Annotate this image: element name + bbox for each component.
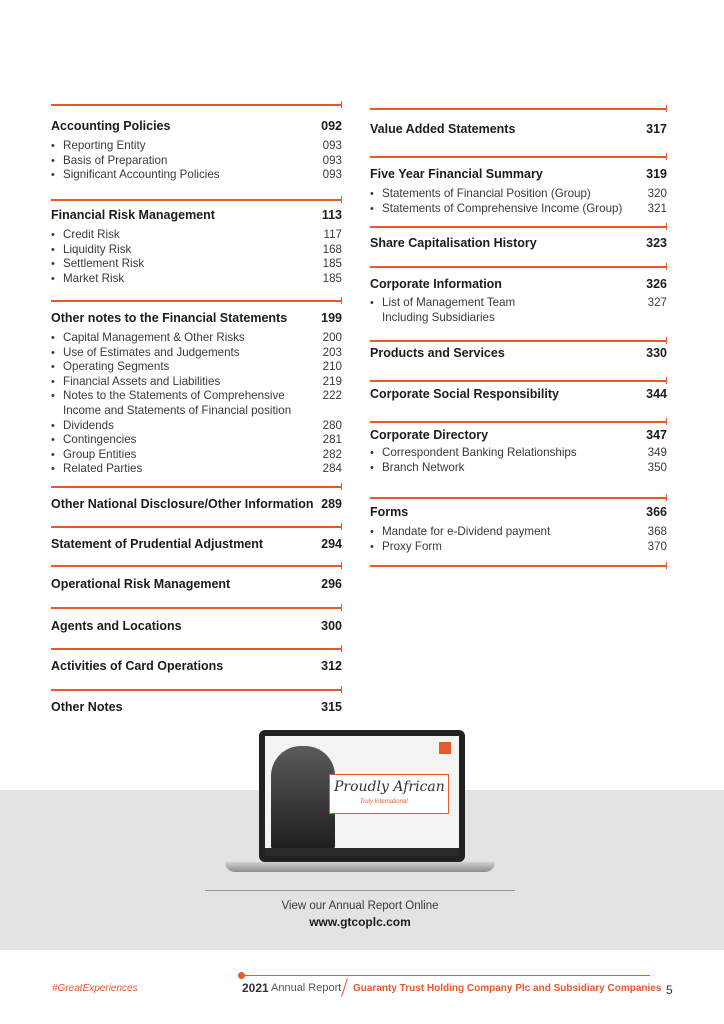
toc-section[interactable] [51, 526, 342, 566]
section-title: Statement of Prudential Adjustment [51, 537, 264, 551]
hashtag: #GreatExperiences [52, 983, 138, 994]
toc-section[interactable] [51, 104, 342, 199]
list-item[interactable]: • Use of Estimates and Judgements 203 [51, 346, 342, 361]
section-title: Forms [370, 505, 409, 519]
toc-section[interactable] [370, 156, 667, 226]
section-heading [370, 387, 667, 401]
website-link[interactable]: www.gtcoplc.com [309, 915, 411, 929]
section-rule [51, 607, 342, 609]
toc-section[interactable] [51, 300, 342, 485]
section-heading [370, 122, 667, 136]
list-item[interactable]: • Settlement Risk 185 [51, 257, 342, 272]
section-rule [370, 108, 667, 110]
gtco-logo [439, 742, 451, 754]
laptop-base [225, 862, 495, 872]
list-item[interactable]: • Branch Network 350 [370, 461, 667, 476]
toc-section[interactable] [370, 421, 667, 496]
section-rule [370, 380, 667, 382]
section-page: 289 [321, 497, 342, 511]
section-page: 092 [321, 119, 342, 133]
list-item[interactable]: • Contingencies 281 [51, 433, 342, 448]
section-items [51, 139, 342, 183]
toc-right-column [370, 0, 667, 580]
section-items [370, 187, 667, 216]
toc-section[interactable] [370, 380, 667, 420]
section-page: 296 [321, 577, 342, 591]
toc-section[interactable] [51, 486, 342, 526]
section-title: Corporate Social Responsibility [370, 387, 559, 401]
section-heading [51, 700, 342, 714]
section-rule [51, 565, 342, 567]
section-page: 330 [646, 346, 667, 360]
list-item[interactable]: • Dividends 280 [51, 419, 342, 434]
list-item[interactable]: • Group Entities 282 [51, 448, 342, 463]
section-heading [51, 537, 342, 551]
section-items [370, 296, 667, 325]
section-title: Other National Disclosure/Other Information [51, 497, 314, 511]
toc-section[interactable] [370, 266, 667, 340]
section-rule [51, 689, 342, 691]
toc-end-rule [370, 565, 667, 567]
toc-section[interactable] [370, 226, 667, 266]
section-rule [51, 486, 342, 488]
screen-title: Proudly African [334, 779, 445, 795]
section-title: Accounting Policies [51, 119, 171, 133]
section-title: Other Notes [51, 700, 123, 714]
section-page: 315 [321, 700, 342, 714]
section-title: Corporate Directory [370, 428, 489, 442]
section-heading [370, 346, 667, 360]
toc-section[interactable] [51, 607, 342, 647]
divider [205, 890, 515, 891]
section-page: 317 [646, 122, 667, 136]
section-page: 347 [646, 428, 667, 442]
section-title: Activities of Card Operations [51, 659, 224, 673]
section-rule [51, 648, 342, 650]
screen-banner [329, 774, 449, 814]
toc-left-column [51, 0, 342, 720]
list-item[interactable]: • Notes to the Statements of Comprehensive Income and Statements of Financial position 222 [51, 389, 342, 418]
section-page: 319 [646, 167, 667, 181]
section-page: 323 [646, 236, 667, 250]
section-rule [370, 226, 667, 228]
section-heading [370, 167, 667, 181]
screen-subtitle: Truly International [360, 799, 408, 805]
list-item[interactable]: • Statements of Financial Position (Group) 320 [370, 187, 667, 202]
list-item[interactable]: • Reporting Entity 093 [51, 139, 342, 154]
section-page: 344 [646, 387, 667, 401]
section-heading [51, 659, 342, 673]
list-item[interactable]: • Mandate for e-Dividend payment 368 [370, 525, 667, 540]
toc-section[interactable] [370, 340, 667, 380]
section-rule [51, 199, 342, 201]
section-heading [51, 311, 342, 325]
toc-section[interactable] [370, 108, 667, 155]
report-year: 2021 [242, 981, 269, 995]
section-items [51, 331, 342, 477]
footer-rule [242, 975, 650, 976]
list-item[interactable]: • Related Parties 284 [51, 462, 342, 477]
list-item[interactable]: • Financial Assets and Liabilities 219 [51, 375, 342, 390]
list-item[interactable]: • List of Management Team Including Subsidiaries 327 [370, 296, 667, 325]
section-heading [51, 497, 342, 511]
section-rule [370, 497, 667, 499]
list-item[interactable]: • Correspondent Banking Relationships 349 [370, 446, 667, 461]
toc-section[interactable] [51, 648, 342, 688]
list-item[interactable]: • Capital Management & Other Risks 200 [51, 331, 342, 346]
laptop-illustration[interactable] [225, 730, 495, 880]
section-heading [370, 277, 667, 291]
section-page: 199 [321, 311, 342, 325]
section-items [51, 228, 342, 286]
section-title: Products and Services [370, 346, 505, 360]
section-heading [51, 619, 342, 633]
section-rule [51, 104, 342, 106]
section-items [370, 446, 667, 475]
section-page: 326 [646, 277, 667, 291]
list-item[interactable]: • Proxy Form 370 [370, 540, 667, 555]
section-title: Operational Risk Management [51, 577, 231, 591]
toc-section[interactable] [51, 199, 342, 299]
report-label: Annual Report [271, 982, 342, 994]
list-item[interactable]: • Credit Risk 117 [51, 228, 342, 243]
section-page: 312 [321, 659, 342, 673]
list-item[interactable]: • Basis of Preparation 093 [51, 154, 342, 169]
section-rule [51, 526, 342, 528]
portrait-image [271, 746, 335, 850]
section-heading [370, 428, 667, 442]
section-page: 113 [321, 208, 342, 222]
laptop-screen [265, 736, 459, 856]
section-rule [370, 156, 667, 158]
section-heading [51, 208, 342, 222]
section-page: 300 [321, 619, 342, 633]
online-caption: View our Annual Report Online [281, 900, 439, 912]
company-name: Guaranty Trust Holding Company Plc and Subsidiary Companies [353, 983, 662, 994]
section-items [370, 525, 667, 554]
list-item[interactable]: • Market Risk 185 [51, 272, 342, 287]
section-heading [51, 119, 342, 133]
section-title: Financial Risk Management [51, 208, 215, 222]
footer-slash [341, 978, 348, 996]
section-rule [51, 300, 342, 302]
laptop-screen-frame [259, 730, 465, 862]
section-rule [370, 565, 667, 567]
section-title: Value Added Statements [370, 122, 516, 136]
section-title: Share Capitalisation History [370, 236, 537, 250]
list-item[interactable]: • Significant Accounting Policies 093 [51, 168, 342, 183]
section-heading [370, 505, 667, 519]
section-page: 366 [646, 505, 667, 519]
section-rule [370, 340, 667, 342]
section-heading [51, 577, 342, 591]
section-rule [370, 266, 667, 268]
screen-footer-bar [265, 848, 459, 856]
toc-section[interactable] [51, 689, 342, 719]
section-title: Five Year Financial Summary [370, 167, 543, 181]
section-page: 294 [321, 537, 342, 551]
section-heading [370, 236, 667, 250]
page-number: 5 [666, 983, 673, 997]
list-item[interactable]: • Liquidity Risk 168 [51, 243, 342, 258]
section-title: Agents and Locations [51, 619, 182, 633]
section-rule [370, 421, 667, 423]
list-item[interactable]: • Statements of Comprehensive Income (Group) 321 [370, 202, 667, 217]
section-title: Other notes to the Financial Statements [51, 311, 288, 325]
toc-section[interactable] [51, 565, 342, 605]
list-item[interactable]: • Operating Segments 210 [51, 360, 342, 375]
toc-section[interactable] [370, 497, 667, 565]
section-title: Corporate Information [370, 277, 502, 291]
